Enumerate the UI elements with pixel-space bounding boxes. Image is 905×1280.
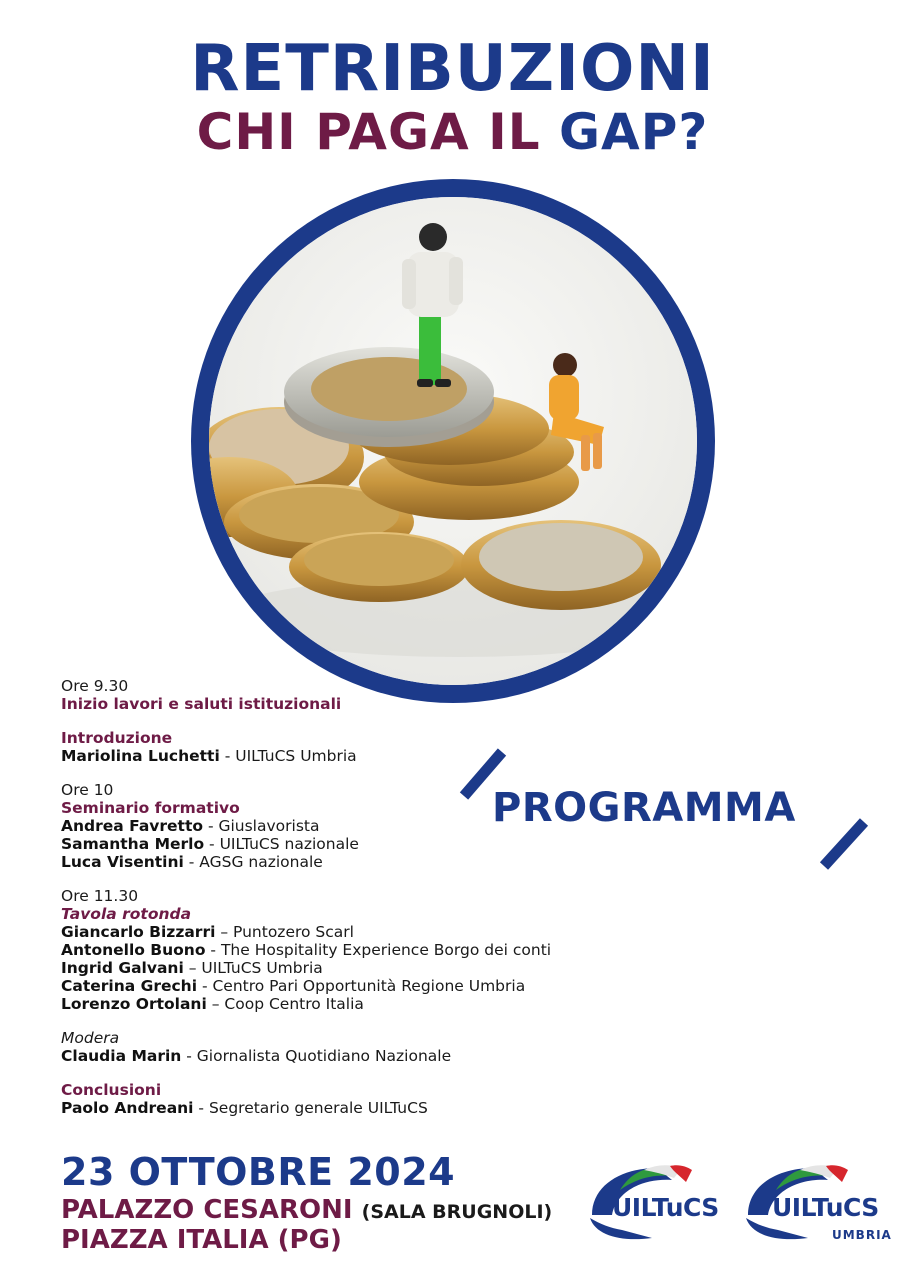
program-opening [61, 677, 621, 713]
programma-heading: PROGRAMMA [492, 785, 796, 831]
speaker-row [61, 817, 621, 835]
program-schedule [61, 677, 621, 1133]
subtitle-part1: CHI PAGA IL [196, 103, 559, 161]
speaker-role: - Giuslavorista [203, 817, 320, 835]
speaker-name: Caterina Grechi [61, 977, 198, 995]
subtitle-part2: GAP? [558, 103, 709, 161]
event-venue [61, 1195, 552, 1225]
speaker-row [61, 959, 621, 977]
speaker-role: - Centro Pari Opportunità Regione Umbria [197, 977, 526, 995]
speaker-role: – Coop Centro Italia [206, 995, 364, 1013]
time-label: Ore 9.30 [61, 677, 129, 695]
speaker-row [61, 923, 621, 941]
speaker-role: – Puntozero Scarl [215, 923, 354, 941]
time-label: Ore 10 [61, 781, 114, 799]
slash-decoration-right [818, 818, 870, 870]
coins-photo [209, 197, 697, 685]
speaker-name: Luca Visentini [61, 853, 184, 871]
section-title: Seminario formativo [61, 799, 240, 817]
speaker-row [61, 977, 621, 995]
section-title: Modera [61, 1029, 120, 1047]
speaker-name: Andrea Favretto [61, 817, 204, 835]
event-address: PIAZZA ITALIA (PG) [61, 1225, 342, 1255]
speaker-name: Samantha Merlo [61, 835, 205, 853]
venue-name: PALAZZO CESARONI [61, 1195, 353, 1225]
program-moderator [61, 1029, 621, 1065]
poster-title: RETRIBUZIONI [190, 32, 715, 106]
section-title: Introduzione [61, 729, 173, 747]
section-title: Conclusioni [61, 1081, 162, 1099]
speaker-role: - Segretario generale UILTuCS [193, 1099, 428, 1117]
speaker-role: - AGSG nazionale [183, 853, 323, 871]
section-title: Inizio lavori e saluti istituzionali [61, 695, 342, 713]
speaker-name: Giancarlo Bizzarri [61, 923, 216, 941]
speaker-role: - UILTuCS Umbria [219, 747, 357, 765]
logo2-subtext: UMBRIA [832, 1228, 892, 1242]
program-conclusions [61, 1081, 621, 1117]
speaker-row [61, 747, 621, 765]
program-roundtable [61, 887, 621, 1013]
event-date: 23 OTTOBRE 2024 [61, 1150, 456, 1194]
logo1-text: UILTuCS [612, 1193, 719, 1222]
speaker-row [61, 995, 621, 1013]
poster-subtitle [0, 103, 905, 161]
section-title: Tavola rotonda [61, 905, 192, 923]
speaker-name: Paolo Andreani [61, 1099, 194, 1117]
speaker-name: Ingrid Galvani [61, 959, 184, 977]
speaker-role: – UILTuCS Umbria [183, 959, 323, 977]
speaker-row [61, 853, 621, 871]
speaker-name: Antonello Buono [61, 941, 206, 959]
speaker-role: - UILTuCS nazionale [204, 835, 359, 853]
speaker-row [61, 1099, 621, 1117]
speaker-role: - Giornalista Quotidiano Nazionale [181, 1047, 452, 1065]
time-label: Ore 11.30 [61, 887, 139, 905]
speaker-name: Mariolina Luchetti [61, 747, 220, 765]
venue-room: (SALA BRUGNOLI) [361, 1201, 553, 1223]
speaker-role: - The Hospitality Experience Borgo dei conti [205, 941, 552, 959]
speaker-name: Claudia Marin [61, 1047, 182, 1065]
speaker-row [61, 1047, 621, 1065]
program-intro [61, 729, 621, 765]
program-seminar [61, 781, 621, 871]
speaker-name: Lorenzo Ortolani [61, 995, 207, 1013]
logo2-text: UILTuCS [772, 1193, 879, 1222]
speaker-row [61, 835, 621, 853]
speaker-row [61, 941, 621, 959]
